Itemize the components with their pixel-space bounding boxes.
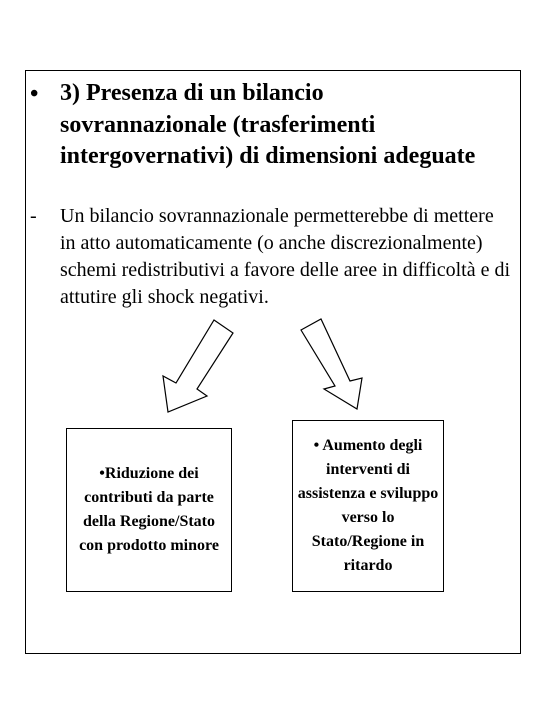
sub-point-text: Un bilancio sovrannazionale permetterebbe di mettere in atto automaticamente (o anche discrezionalmente) schemi redistributivi a favore delle aree in difficoltà e di attutire gli shock negativi. — [60, 205, 511, 308]
left-outcome-box — [66, 428, 232, 592]
dash-marker: - — [30, 205, 37, 227]
right-outcome-text: • Aumento degli interventi di assistenza e sviluppo verso lo Stato/Regione in ritardo — [297, 437, 439, 574]
left-outcome-text: •Riduzione dei contributi da parte della Regione/Stato con prodotto minore — [79, 465, 219, 554]
right-outcome-box — [292, 420, 444, 592]
bullet-heading: 3) Presenza di un bilancio sovrannazionale (trasferimenti intergovernativi) di dimensioni adeguate — [60, 80, 476, 169]
bullet-marker: • — [30, 81, 39, 107]
